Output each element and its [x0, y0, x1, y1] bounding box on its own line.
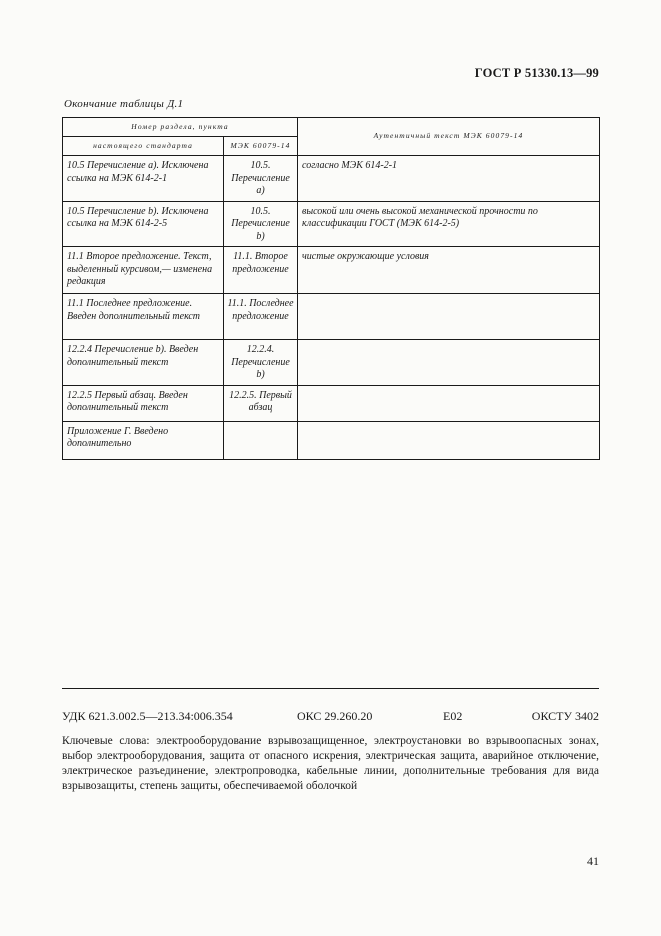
cell-text: высокой или очень высокой механической прочности по классификации ГОСТ (МЭК 614-2-5) — [298, 201, 600, 247]
table-row — [63, 201, 600, 247]
header-section-number: Номер раздела, пункта — [63, 118, 298, 137]
oks-code: ОКС 29.260.20 — [297, 709, 373, 723]
cell-iec: 10.5. Перечисление b) — [224, 201, 298, 247]
cell-standard: 11.1 Последнее предложение. Введен дополнительный текст — [63, 294, 224, 340]
footer-divider — [62, 688, 599, 689]
okstu-code: ОКСТУ 3402 — [531, 709, 599, 723]
table-row — [63, 421, 600, 459]
standard-id: ГОСТ Р 51330.13—99 — [474, 66, 599, 80]
cell-iec — [224, 421, 298, 459]
header-this-standard: настоящего стандарта — [63, 137, 224, 156]
table-row — [63, 156, 600, 202]
table-row — [63, 247, 600, 294]
cell-standard: Приложение Г. Введено дополнительно — [63, 421, 224, 459]
correspondence-table — [62, 117, 600, 460]
cell-standard: 10.5 Перечисление а). Исключена ссылка на МЭК 614-2-1 — [63, 156, 224, 202]
table-row — [63, 294, 600, 340]
page-number: 41 — [587, 854, 599, 868]
header-authentic-text: Аутентичный текст МЭК 60079-14 — [298, 118, 600, 156]
table-row — [63, 340, 600, 386]
cell-text: чистые окружающие условия — [298, 247, 600, 294]
table-caption: Окончание таблицы Д.1 — [64, 98, 184, 110]
cell-iec: 11.1. Последнее предложение — [224, 294, 298, 340]
cell-text — [298, 385, 600, 421]
udk-code: УДК 621.3.002.5—213.34:006.354 — [62, 709, 233, 723]
table-row — [63, 385, 600, 421]
group-code: Е02 — [443, 709, 463, 723]
cell-text — [298, 294, 600, 340]
cell-iec: 12.2.5. Первый абзац — [224, 385, 298, 421]
cell-standard: 11.1 Второе предложение. Текст, выделенный курсивом,— изменена редакция — [63, 247, 224, 294]
cell-text — [298, 340, 600, 386]
keywords-paragraph: Ключевые слова: электрооборудование взрывозащищенное, электроустановки во взрывоопасных зонах, выбор электрооборудования, защита от опасного искрения, электрическая защита, аварийное отключение, электрическое разъединение, электропроводка, кабельные линии, дополнительные требования для вида взрывозащиты, степень защиты, обеспечиваемой оболочкой — [62, 735, 599, 792]
cell-text — [298, 421, 600, 459]
cell-iec: 10.5. Перечисление а) — [224, 156, 298, 202]
cell-iec: 11.1. Второе предложение — [224, 247, 298, 294]
header-iec: МЭК 60079-14 — [224, 137, 298, 156]
cell-iec: 12.2.4. Перечисление b) — [224, 340, 298, 386]
cell-standard: 10.5 Перечисление b). Исключена ссылка на МЭК 614-2-5 — [63, 201, 224, 247]
cell-standard: 12.2.5 Первый абзац. Введен дополнительный текст — [63, 385, 224, 421]
cell-standard: 12.2.4 Перечисление b). Введен дополнительный текст — [63, 340, 224, 386]
cell-text: согласно МЭК 614-2-1 — [298, 156, 600, 202]
